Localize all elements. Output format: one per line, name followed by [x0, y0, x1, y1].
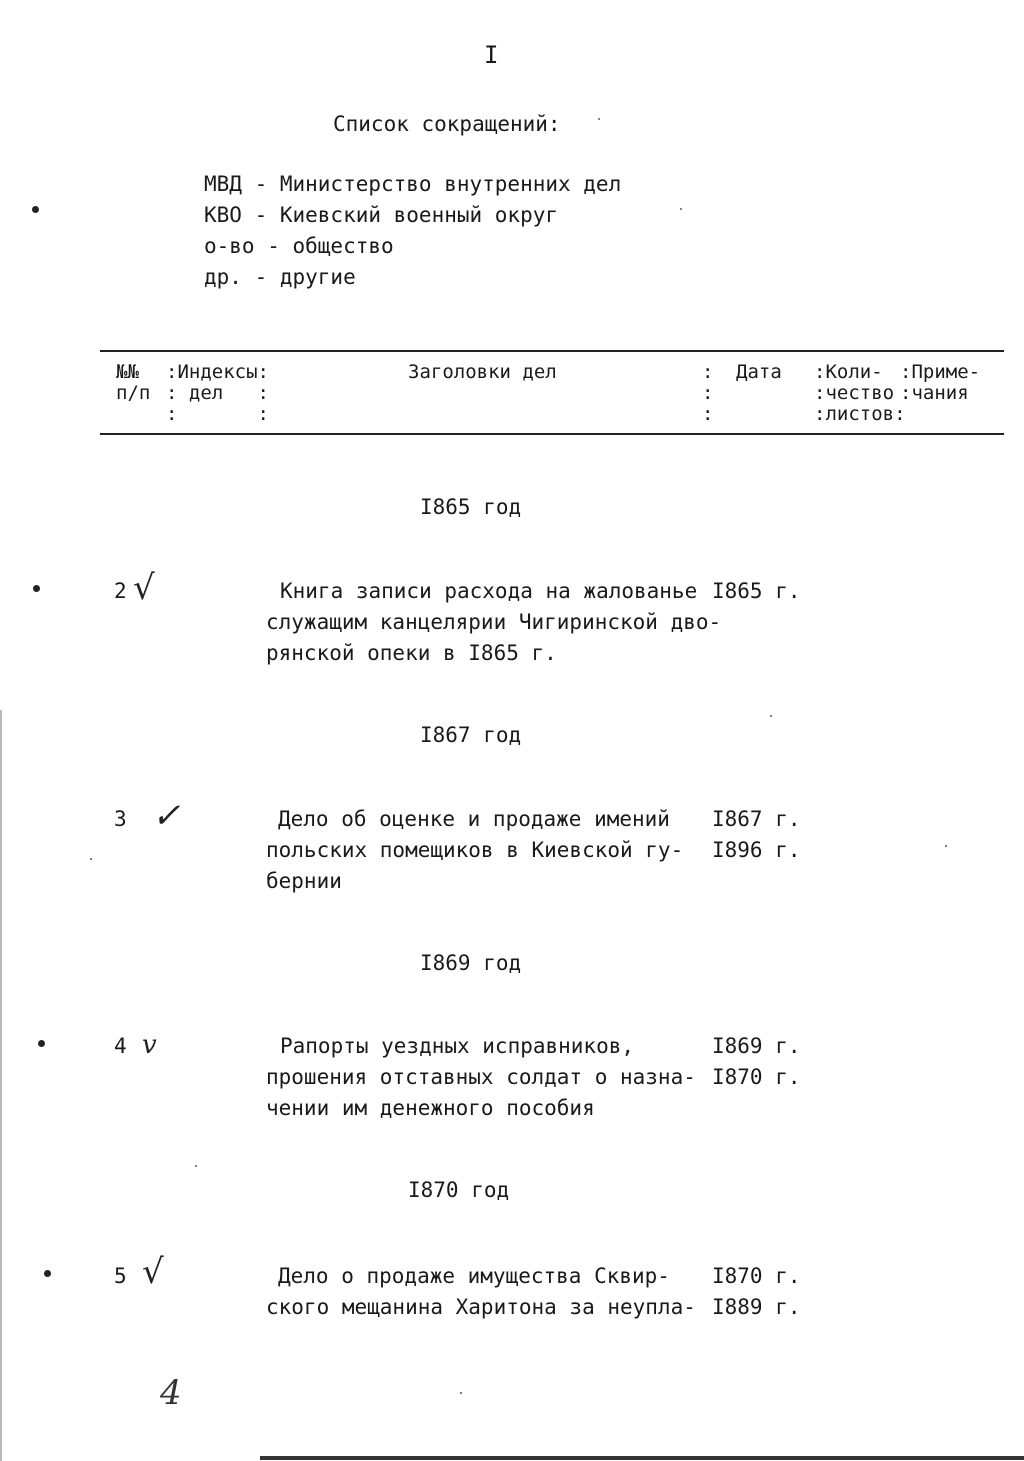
entry-title-line: служащим канцелярии Чигиринской дво-	[266, 610, 722, 634]
entry-number: 2	[114, 579, 127, 603]
year-heading: I867 год	[420, 723, 522, 747]
entry-number: 3	[114, 807, 127, 831]
scan-bottom-edge	[260, 1456, 1024, 1460]
punch-hole-mark	[32, 206, 39, 213]
abbreviations-title: Список сокращений:	[333, 112, 561, 136]
punch-hole-mark	[44, 1270, 51, 1277]
entry-date: I889 г.	[712, 1295, 801, 1319]
scan-speck	[770, 715, 772, 717]
header-top-rule	[100, 350, 1004, 352]
entry-number: 5	[114, 1264, 127, 1288]
entry-date: I865 г.	[712, 579, 801, 603]
header-separator: :	[702, 382, 714, 404]
entry-title-line: польских помещиков в Киевской гу-	[266, 838, 684, 862]
entry-title-line: Дело об оценке и продаже имений	[278, 807, 670, 831]
header-notes-line: :Приме-	[900, 361, 981, 383]
header-number-line: п/п	[116, 382, 151, 404]
scan-speck	[680, 208, 682, 210]
entry-title-line: ского мещанина Харитона за неупла-	[266, 1295, 696, 1319]
header-separator: :	[702, 361, 714, 383]
entry-date: I869 г.	[712, 1034, 801, 1058]
header-notes-line: :чания	[900, 382, 969, 404]
entry-date: I896 г.	[712, 838, 801, 862]
punch-hole-mark	[33, 585, 40, 592]
header-bottom-rule	[100, 433, 1004, 435]
scan-speck	[460, 1392, 462, 1394]
header-title: Заголовки дел	[408, 361, 557, 383]
checkmark-icon: v	[142, 1030, 157, 1060]
header-count-line: :чество	[814, 382, 895, 404]
year-heading: I870 год	[408, 1178, 510, 1202]
entry-number: 4	[114, 1034, 127, 1058]
header-number-line: №№	[116, 361, 139, 383]
entry-date: I870 г.	[712, 1065, 801, 1089]
abbreviation-item: др. - другие	[204, 265, 356, 289]
header-count-line: :листов:	[814, 403, 906, 425]
header-index-line: : дел :	[166, 382, 269, 404]
year-heading: I865 год	[420, 495, 522, 519]
abbreviation-item: о-во - общество	[204, 234, 394, 258]
header-index-line: : :	[166, 403, 269, 425]
scan-speck	[90, 858, 92, 860]
scan-speck	[945, 845, 947, 847]
entry-title-line: бернии	[266, 869, 342, 893]
punch-hole-mark	[38, 1040, 45, 1047]
header-date: Дата	[736, 361, 782, 383]
header-separator: :	[702, 403, 714, 425]
checkmark-icon: √	[133, 568, 155, 608]
entry-title-line: Книга записи расхода на жалованье	[280, 579, 698, 603]
entry-date: I870 г.	[712, 1264, 801, 1288]
entry-title-line: Дело о продаже имущества Сквир-	[278, 1264, 670, 1288]
header-count-line: :Коли-	[814, 361, 883, 383]
entry-title-line: Рапорты уездных исправников,	[280, 1034, 635, 1058]
header-index-line: :Индексы:	[166, 361, 269, 383]
page-number: I	[484, 41, 499, 69]
entry-date: I867 г.	[712, 807, 801, 831]
entry-title-line: прошения отставных солдат о назна-	[266, 1065, 696, 1089]
scan-speck	[598, 118, 600, 120]
year-heading: I869 год	[420, 951, 522, 975]
checkmark-icon: ✓	[152, 796, 181, 836]
abbreviation-item: КВО - Киевский военный округ	[204, 203, 559, 227]
handwritten-page-mark: 4	[160, 1373, 182, 1413]
scan-left-edge	[0, 710, 2, 1461]
entry-title-line: чении им денежного пособия	[266, 1096, 595, 1120]
abbreviation-item: МВД - Министерство внутренних дел	[204, 172, 622, 196]
scan-speck	[195, 1165, 197, 1167]
entry-title-line: рянской опеки в I865 г.	[266, 641, 557, 665]
checkmark-icon: √	[142, 1252, 164, 1292]
